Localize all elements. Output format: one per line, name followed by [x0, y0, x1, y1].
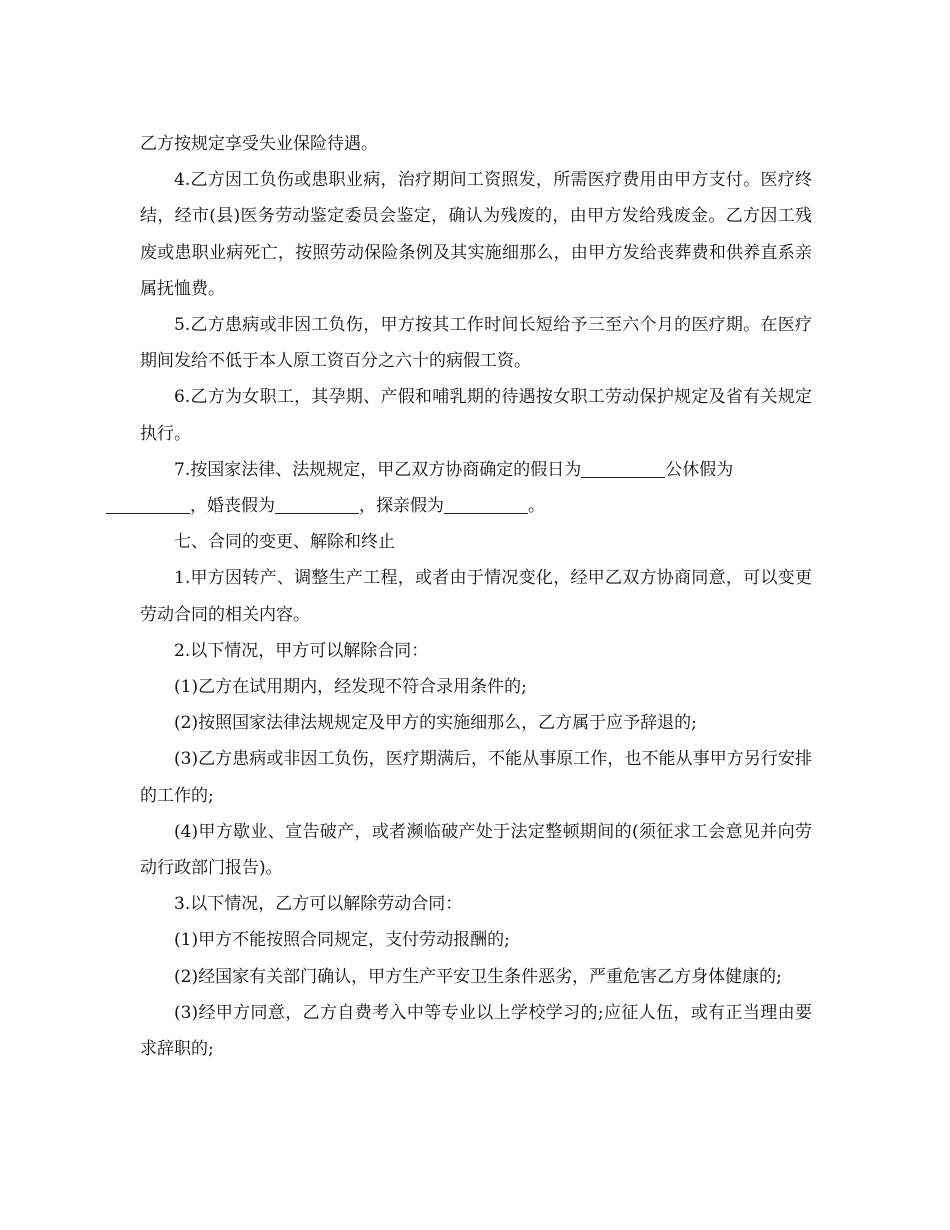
- paragraph-employer-termination: 2.以下情况，甲方可以解除合同：: [174, 640, 429, 661]
- list-item-unpaid-wages: (1)甲方不能按照合同规定，支付劳动报酬的;: [174, 930, 510, 951]
- list-item-medical-period: (3)乙方患病或非因工负伤，医疗期满后，不能从事原工作，也不能从事甲方另行安排的工作的;: [140, 749, 812, 806]
- paragraph-holidays: [140, 452, 812, 524]
- holidays-text-1: 7.按国家法律、法规规定，甲乙双方协商确定的假日为: [174, 459, 582, 480]
- holidays-text-3: ，婚丧假为: [190, 496, 275, 517]
- family-visit-leave-blank[interactable]: [444, 495, 528, 514]
- paragraph-work-injury: 4.乙方因工负伤或患职业病，治疗期间工资照发，所需医疗费用由甲方支付。医疗终结，经市(县)医务劳动鉴定委员会鉴定，确认为残废的，由甲方发给残废金。乙方因工残废或患职业病死亡，按照劳动保险条例及其实施细那么，由甲方发给丧葬费和供养直系亲属抚恤费。: [140, 170, 812, 299]
- paragraph-sick-leave: 5.乙方患病或非因工负伤，甲方按其工作时间长短给予三至六个月的医疗期。在医疗期间发给不低于本人原工资百分之六十的病假工资。: [140, 315, 812, 372]
- list-item-bankruptcy: (4)甲方歇业、宣告破产，或者濒临破产处于法定整顿期间的(须征求工会意见并向劳动行政部门报告)。: [140, 821, 812, 879]
- holidays-text-5: 。: [528, 496, 545, 517]
- list-item-further-study: (3)经甲方同意，乙方自费考入中等专业以上学校学习的;应征人伍，或有正当理由要求辞职的;: [140, 1002, 812, 1060]
- holidays-text-4: ，探亲假为: [359, 496, 444, 517]
- list-item-unsafe-conditions: (2)经国家有关部门确认，甲方生产平安卫生条件恶劣，严重危害乙方身体健康的;: [174, 966, 782, 987]
- paragraph-contract-modification: 1.甲方因转产、调整生产工程，或者由于情况变化，经甲乙双方协商同意，可以变更劳动合同的相关内容。: [140, 568, 812, 625]
- list-item-dismissal: (2)按照国家法律法规规定及甲方的实施细那么，乙方属于应予辞退的;: [174, 713, 697, 734]
- document-page: [140, 126, 812, 1067]
- paragraph-female-workers: 6.乙方为女职工，其孕期、产假和哺乳期的待遇按女职工劳动保护规定及省有关规定执行。: [140, 387, 812, 444]
- section-heading-contract-change: 七、合同的变更、解除和终止: [174, 532, 395, 553]
- list-item-probation: (1)乙方在试用期内，经发现不符合录用条件的;: [174, 677, 527, 698]
- paragraph-employee-termination: 3.以下情况，乙方可以解除劳动合同：: [174, 894, 463, 915]
- marriage-funeral-leave-blank[interactable]: [275, 495, 359, 514]
- paragraph-unemployment-insurance: 乙方按规定享受失业保险待遇。: [140, 134, 378, 154]
- public-holiday-blank[interactable]: [106, 495, 190, 514]
- holiday-blank[interactable]: [581, 459, 665, 478]
- holidays-text-2: 公休假为: [665, 459, 734, 480]
